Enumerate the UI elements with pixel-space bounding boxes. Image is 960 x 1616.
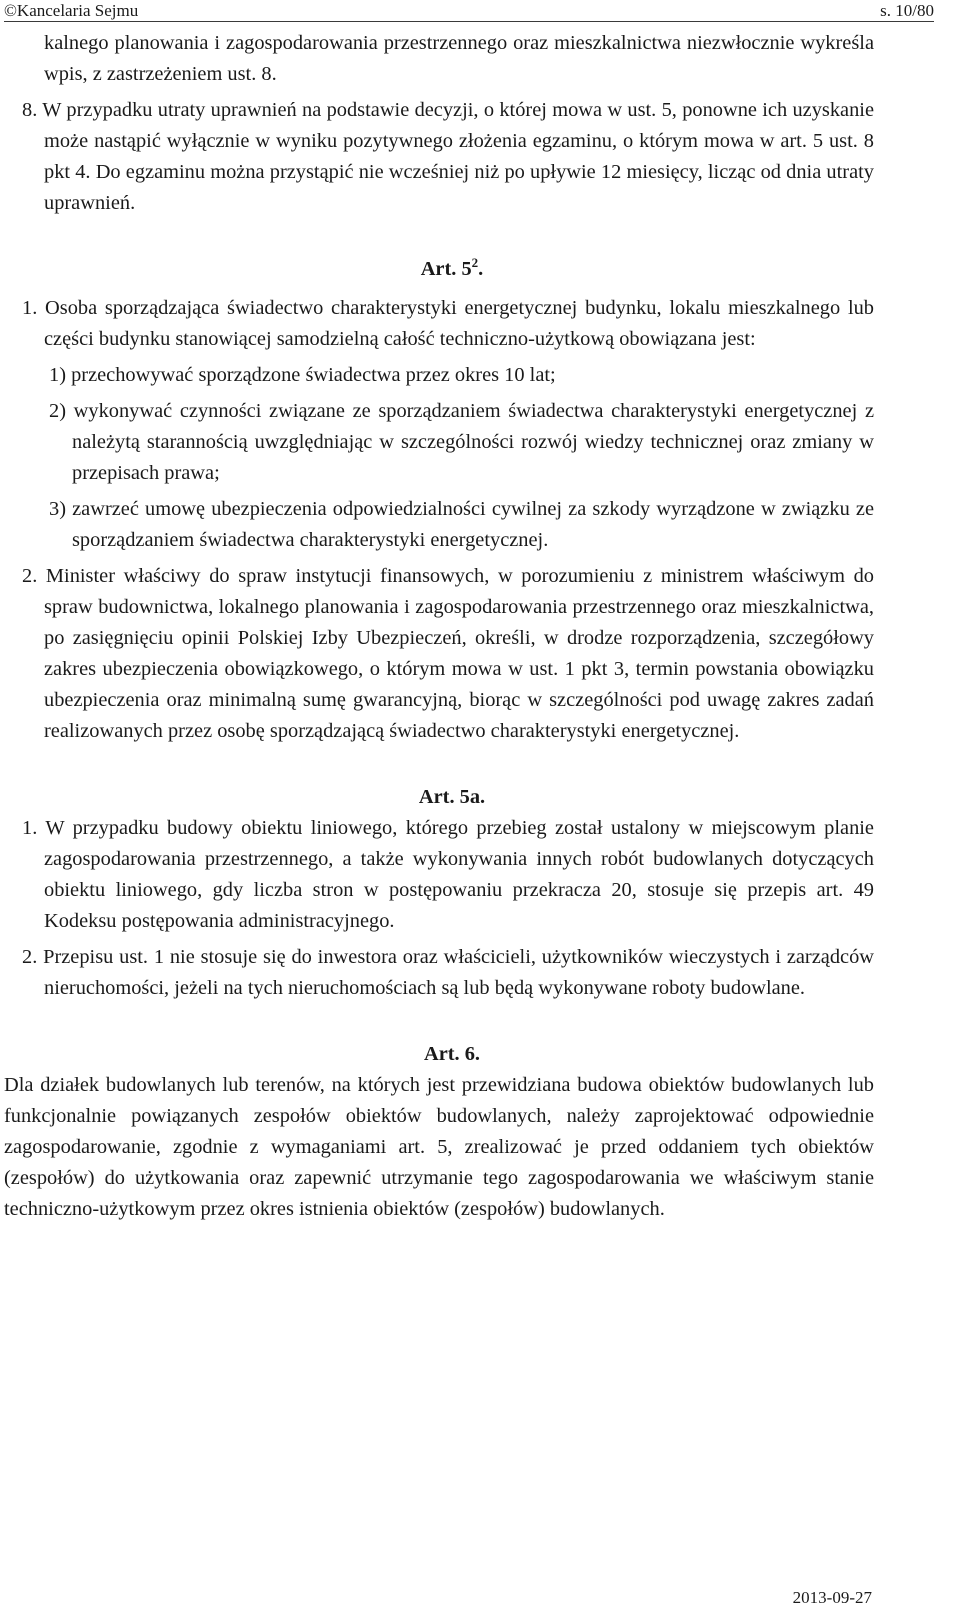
article-heading-superscript: 2 <box>471 255 479 271</box>
list-item-2: 2) wykonywać czynności związane ze sporządzaniem świadectwa charakterystyki energetycznej z należytą starannością uwzględniając w szczególności rozwój wiedzy technicznej oraz zmiany w przepisach prawa; <box>49 400 874 484</box>
list-item-1: 1) przechowywać sporządzone świadectwa przez okres 10 lat; <box>49 364 556 386</box>
page-header <box>4 1 934 21</box>
paragraph-5a-ust-1: 1. W przypadku budowy obiektu liniowego, którego przebieg został ustalony w miejscowym planie zagospodarowania przestrzennego, a także wykonywania innych robót budowlanych dotyczących obiektu liniowego, gdy liczba stron w postępowaniu przekracza 20, stosuje się przepis art. 49 Kodeksu postępowania administracyjnego. <box>22 817 874 932</box>
section-gap <box>0 1004 960 1039</box>
article-heading-5-2 <box>0 254 960 285</box>
list-item-3: 3) zawrzeć umowę ubezpieczenia odpowiedzialności cywilnej za szkody wyrządzone w związku ze sporządzaniem świadectwa charakterystyki energetycznej. <box>49 498 874 551</box>
document-body <box>0 28 960 1225</box>
page-footer-date: 2013-09-27 <box>792 1588 872 1607</box>
paragraph-ust-2: 2. Minister właściwy do spraw instytucji finansowych, w porozumieniu z ministrem właściwym do spraw budownictwa, lokalnego planowania i zagospodarowania przestrzennego oraz mieszkalnictwa, po zasięgnięciu opinii Polskiej Izby Ubezpieczeń, określi, w drodze rozporządzenia, szczegółowy zakres ubezpieczenia obowiązkowego, o którym mowa w ust. 1 pkt 3, termin powstania obowiązku ubezpieczenia oraz minimalną sumę gwarancyjną, biorąc w szczególności pod uwagę zakres zadań realizowanych przez osobę sporządzającą świadectwo charakterystyki energetycznej. <box>22 565 874 742</box>
section-gap <box>0 219 960 254</box>
article-heading-dot: . <box>478 258 484 280</box>
article-heading-5a: Art. 5a. <box>418 786 486 808</box>
page-number: s. 10/80 <box>880 1 934 20</box>
paragraph-continuation: kalnego planowania i zagospodarowania przestrzennego oraz mieszkalnictwa niezwłocznie wykreśla wpis, z zastrzeżeniem ust. 8. <box>44 32 874 85</box>
paragraph-art-6: Dla działek budowlanych lub terenów, na których jest przewidziana budowa obiektów budowlanych lub funkcjonalnie powiązanych zespołów obiektów budowlanych, należy zaprojektować odpowiednie zagospodarowanie, zgodnie z wymaganiami art. 5, zrealizować je przed oddaniem tych obiektów (zespołów) do użytkowania oraz zapewnić utrzymanie tego zagospodarowania we właściwym stanie techniczno-użytkowym przez okres istnienia obiektów (zespołów) budowlanych. <box>4 1074 874 1220</box>
copyright-label: ©Kancelaria Sejmu <box>4 1 139 20</box>
header-divider <box>4 21 934 22</box>
article-heading-text: Art. 5 <box>420 258 472 280</box>
paragraph-ust-8: 8. W przypadku utraty uprawnień na podstawie decyzji, o której mowa w ust. 5, ponowne ich uzyskanie może nastąpić wyłącznie w wyniku pozytywnego złożenia egzaminu, o którym mowa w art. 5 ust. 8 pkt 4. Do egzaminu można przystąpić nie wcześniej niż po upływie 12 miesięcy, licząc od dnia utraty uprawnień. <box>22 99 874 214</box>
paragraph-5a-ust-2: 2. Przepisu ust. 1 nie stosuje się do inwestora oraz właścicieli, użytkowników wieczystych i zarządców nieruchomości, jeżeli na tych nieruchomościach są lub będą wykonywane roboty budowlane. <box>22 946 874 999</box>
article-heading-6: Art. 6. <box>423 1043 481 1065</box>
paragraph-ust-1: 1. Osoba sporządzająca świadectwo charakterystyki energetycznej budynku, lokalu mieszkalnego lub części budynku stanowiącej samodzielną całość techniczno-użytkową obowiązana jest: <box>22 297 874 350</box>
section-gap <box>0 747 960 782</box>
